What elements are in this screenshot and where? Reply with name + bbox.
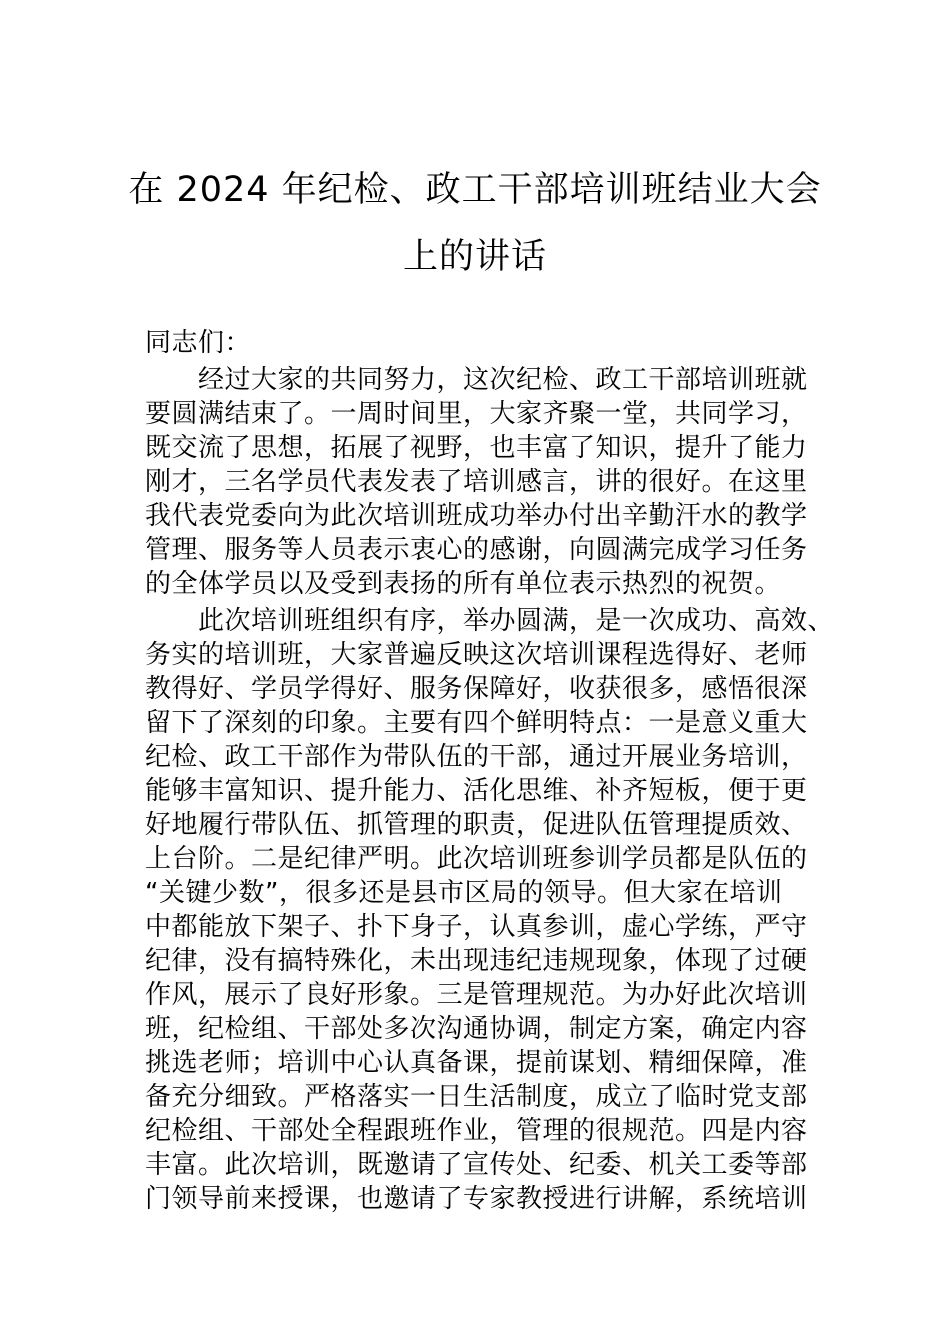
body-line: 留下了深刻的印象。主要有四个鲜明特点：一是意义重大 — [145, 708, 808, 738]
body-line: 管理、服务等人员表示衷心的感谢，向圆满完成学习任务 — [145, 535, 808, 565]
body-line: 中都能放下架子、扑下身子，认真参训，虚心学练，严守 — [145, 912, 808, 942]
body-line: 教得好、学员学得好、服务保障好，收获很多，感悟很深 — [145, 674, 808, 704]
body-line: 纪检组、干部处全程跟班作业，管理的很规范。四是内容 — [145, 1116, 808, 1146]
body-line: 此次培训班组织有序，举办圆满，是一次成功、高效、 — [145, 606, 835, 636]
body-line: 丰富。此次培训，既邀请了宣传处、纪委、机关工委等部 — [145, 1150, 808, 1180]
body-line: 备充分细致。严格落实一日生活制度，成立了临时党支部 — [145, 1082, 808, 1112]
body-line: 我代表党委向为此次培训班成功举办付出辛勤汗水的教学 — [145, 501, 808, 531]
body-line: 班，纪检组、干部处多次沟通协调，制定方案，确定内容 — [145, 1014, 808, 1044]
body-line: “关键少数”，很多还是县市区局的领导。但大家在培训 — [145, 878, 783, 908]
document-title-line-2: 上的讲话 — [402, 237, 547, 277]
body-line: 纪律，没有搞特殊化，未出现违纪违规现象，体现了过硬 — [145, 946, 808, 976]
body-line: 作风，展示了良好形象。三是管理规范。为办好此次培训 — [145, 980, 808, 1010]
body-line: 纪检、政工干部作为带队伍的干部，通过开展业务培训， — [145, 742, 808, 772]
body-line: 挑选老师；培训中心认真备课，提前谋划、精细保障，准 — [145, 1048, 808, 1078]
body-line: 门领导前来授课，也邀请了专家教授进行讲解，系统培训 — [145, 1184, 808, 1214]
body-line: 经过大家的共同努力，这次纪检、政工干部培训班就 — [145, 365, 808, 395]
body-line: 要圆满结束了。一周时间里，大家齐聚一堂，共同学习， — [145, 399, 808, 429]
body-line: 好地履行带队伍、抓管理的职责，促进队伍管理提质效、 — [145, 810, 808, 840]
body-line: 刚才，三名学员代表发表了培训感言，讲的很好。在这里 — [145, 467, 808, 497]
body-line: 能够丰富知识、提升能力、活化思维、补齐短板，便于更 — [145, 776, 808, 806]
body-line: 的全体学员以及受到表扬的所有单位表示热烈的祝贺。 — [145, 569, 782, 599]
body-line: 上台阶。二是纪律严明。此次培训班参训学员都是队伍的 — [145, 844, 808, 874]
body-line: 既交流了思想，拓展了视野，也丰富了知识，提升了能力 — [145, 433, 808, 463]
greeting: 同志们： — [145, 328, 252, 358]
document-title-line-1: 在 2024 年纪检、政工干部培训班结业大会 — [128, 170, 822, 210]
body-line: 务实的培训班，大家普遍反映这次培训课程选得好、老师 — [145, 640, 808, 670]
